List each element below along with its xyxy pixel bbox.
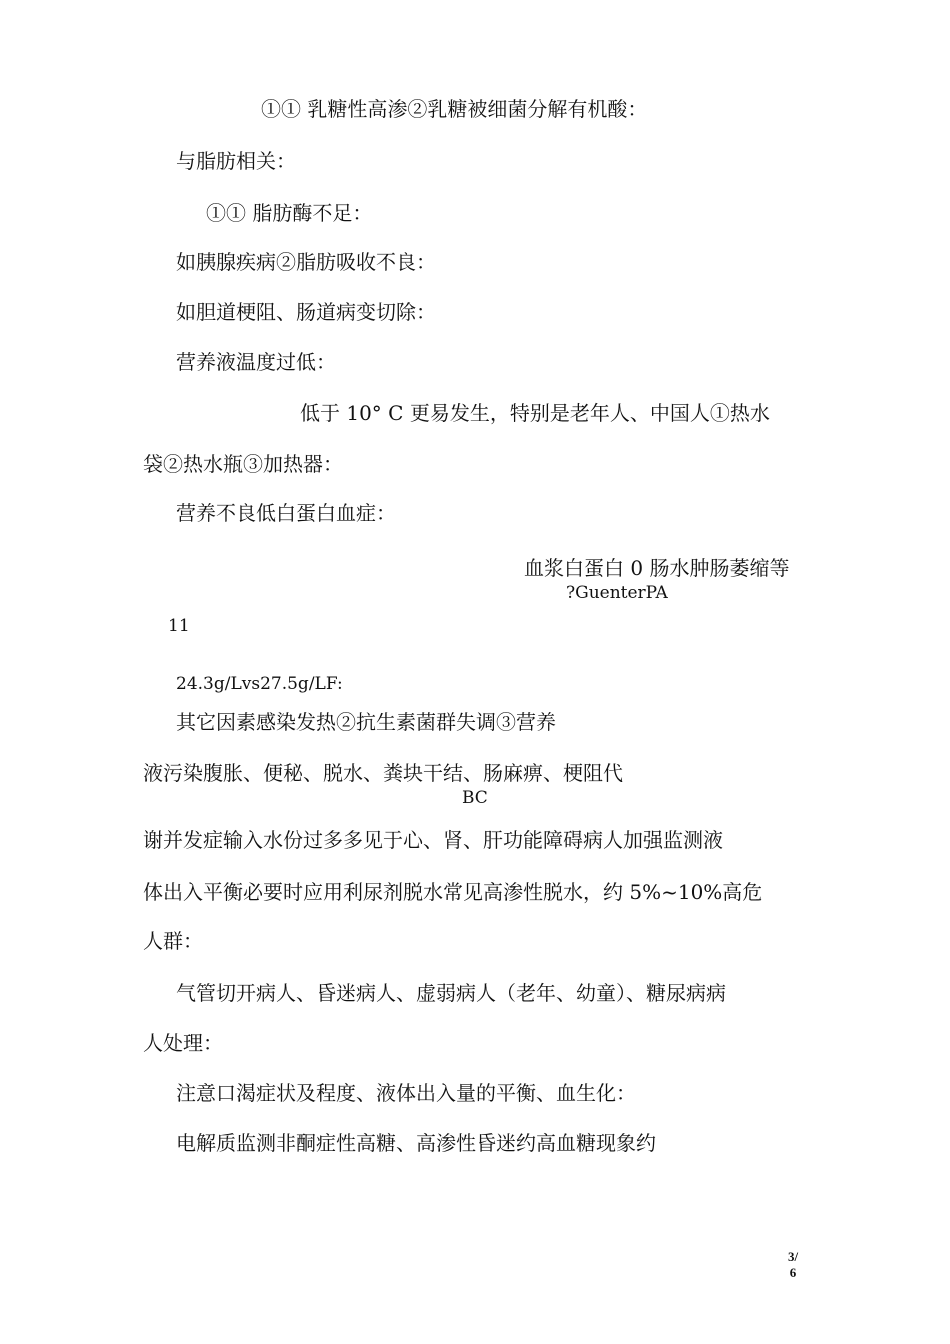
text-line: 低于 10° C 更易发生，特别是老年人、中国人①热水 (300, 401, 770, 425)
text-line: 与脂肪相关： (176, 149, 296, 173)
text-line: 注意口渴症状及程度、液体出入量的平衡、血生化： (176, 1081, 636, 1105)
text-line: 人处理： (143, 1031, 223, 1055)
text-line: ①① 脂肪酶不足： (206, 201, 373, 225)
text-line: 电解质监测非酮症性高糖、高渗性昏迷约高血糖现象约 (176, 1131, 656, 1155)
citation-text: ?GuenterPA (566, 583, 668, 603)
text-line: 体出入平衡必要时应用利尿剂脱水常见高渗性脱水，约 5%~10%高危 (143, 880, 763, 904)
text-line: 其它因素感染发热②抗生素菌群失调③营养 (176, 710, 556, 734)
text-line: 谢并发症输入水份过多多见于心、肾、肝功能障碍病人加强监测液 (143, 828, 723, 852)
page-number (783, 1249, 803, 1281)
text-line: 血浆白蛋白 0 肠水肿肠萎缩等 (524, 556, 790, 580)
text-line: 营养液温度过低： (176, 350, 336, 374)
text-line: 液污染腹胀、便秘、脱水、粪块干结、肠麻痹、梗阻代 (143, 761, 623, 785)
text-line: ①① 乳糖性高渗②乳糖被细菌分解有机酸： (261, 97, 648, 121)
text-line: 气管切开病人、昏迷病人、虚弱病人（老年、幼童）、糖尿病病 (176, 981, 726, 1005)
text-line: 24.3g/Lvs27.5g/LF: (176, 674, 343, 694)
text-line: 营养不良低白蛋白血症： (176, 501, 396, 525)
page-number-current: 3/ (787, 1249, 799, 1264)
citation-number: 11 (168, 616, 190, 636)
text-line: 如胆道梗阻、肠道病变切除： (176, 300, 436, 324)
text-line: 人群： (143, 929, 203, 953)
text-line: 如胰腺疾病②脂肪吸收不良： (176, 250, 436, 274)
page-number-total: 6 (789, 1265, 797, 1280)
text-line: BC (462, 788, 488, 808)
text-line: 袋②热水瓶③加热器： (143, 452, 343, 476)
